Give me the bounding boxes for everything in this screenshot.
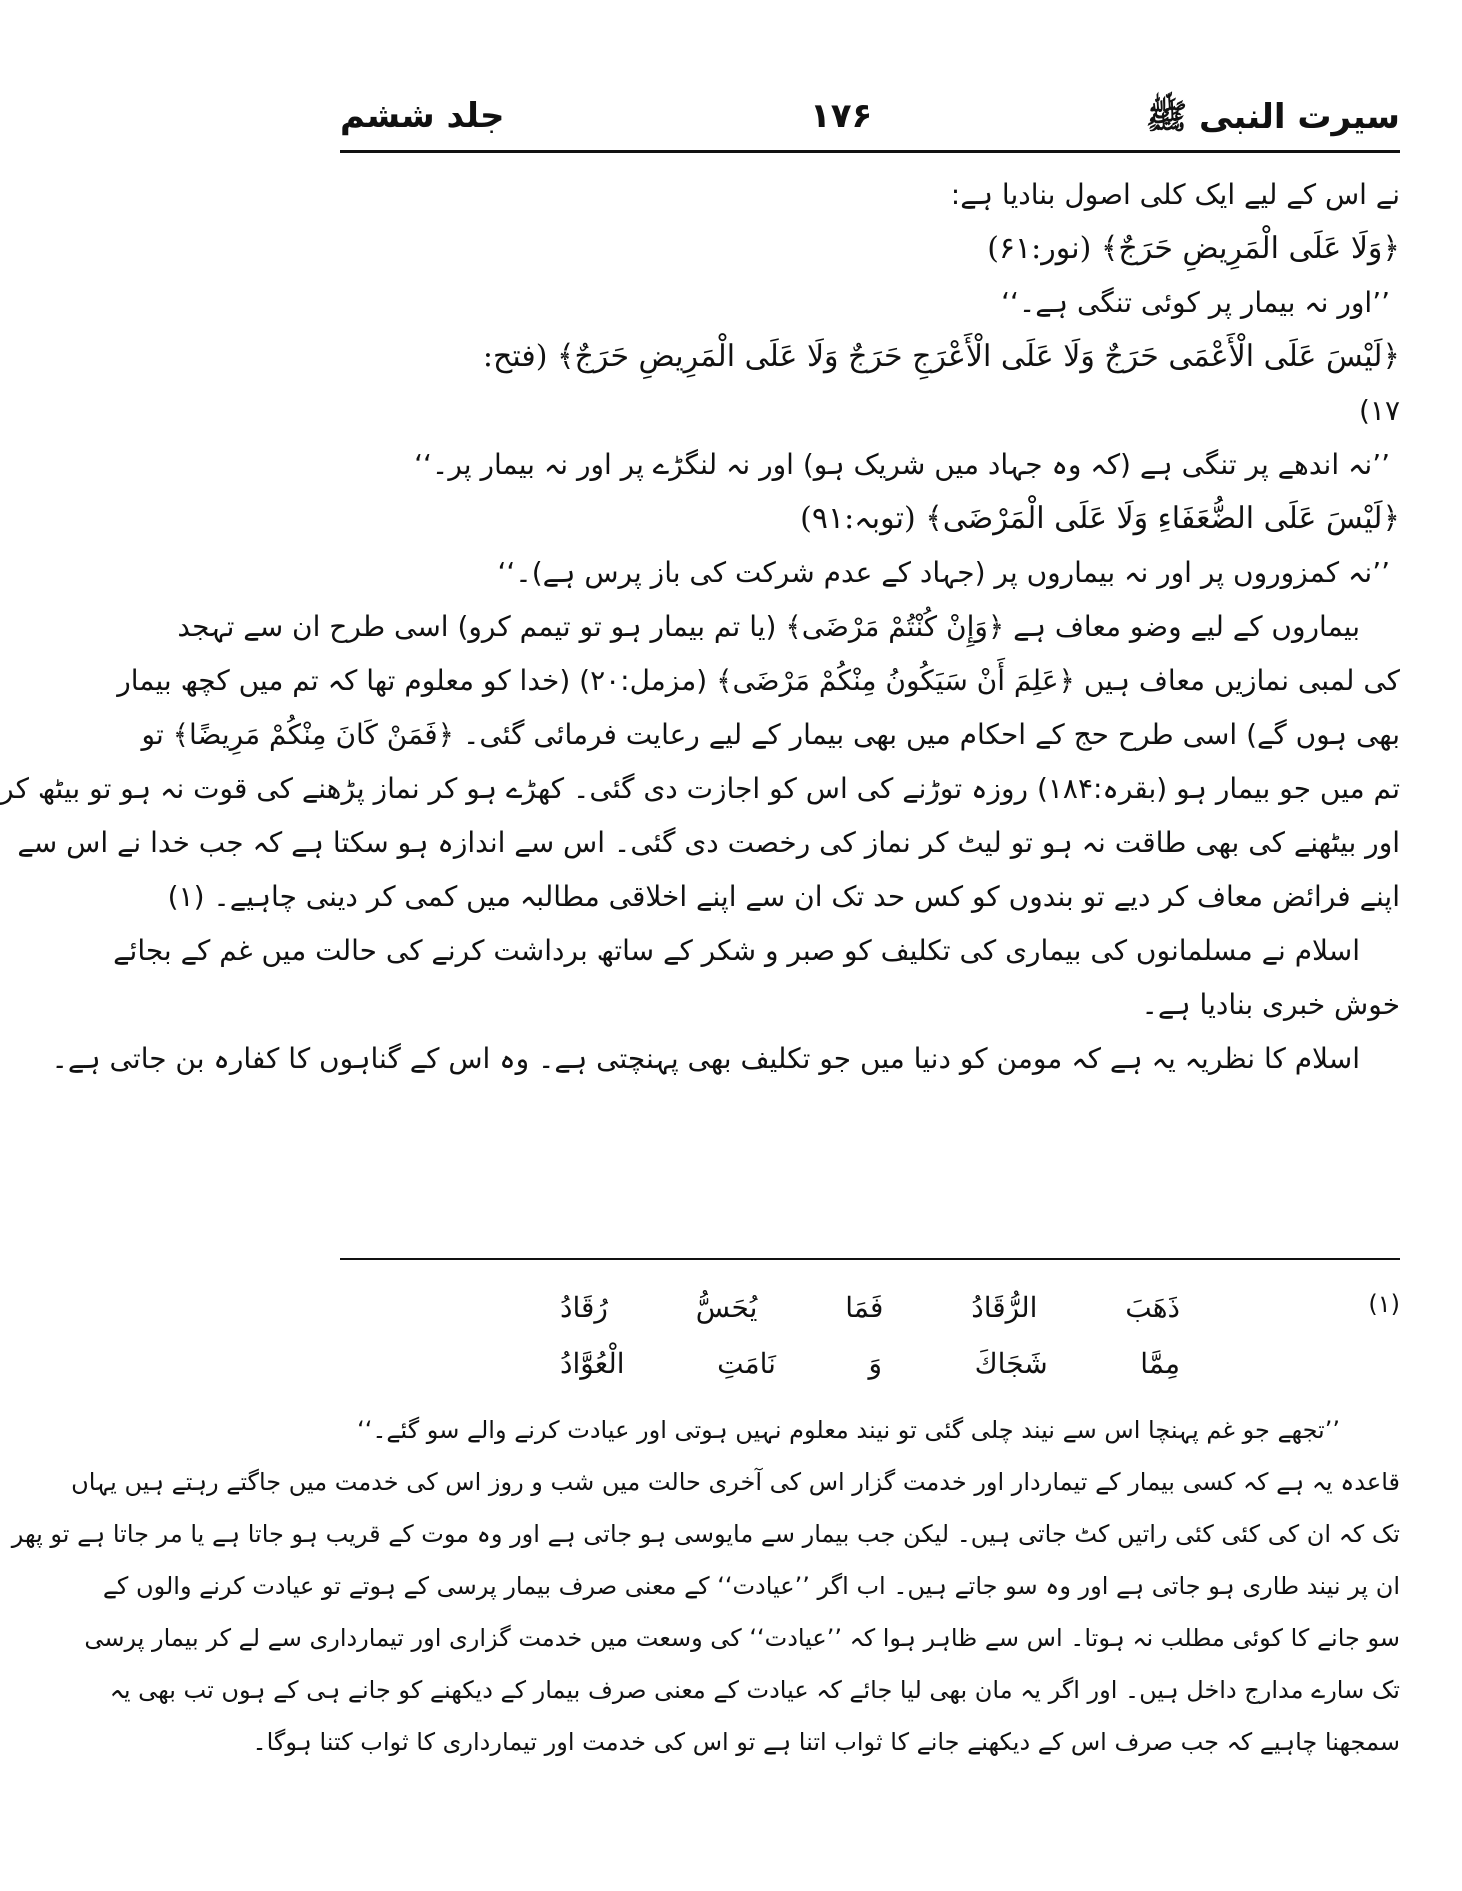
footnote-line: سمجھنا چاہیے کہ جب صرف اس کے دیکھنے جانے کا ثواب اتنا ہے تو اس کی خدمت اور تیمارداری کا ثواب کتنا ہوگا۔ [252, 1728, 1400, 1756]
footnote-line: سو جانے کا کوئی مطلب نہ ہوتا۔ اس سے ظاہر ہوا کہ ’’عیادت‘‘ کی وسعت میں خدمت گزاری اور تیمارداری سے لے کر بیمار پرسی [84, 1624, 1400, 1652]
poem-word: نَامَتِ [717, 1347, 776, 1380]
text-line: تم میں جو بیمار ہو (بقرہ:۱۸۴) روزہ توڑنے کی اس کو اجازت دی گئی۔ کھڑے ہو کر نماز پڑھنے کی قوت نہ ہو تو بیٹھ کر [0, 772, 1400, 805]
verse-translation: ’’اور نہ بیمار پر کوئی تنگی ہے۔‘‘ [1001, 286, 1390, 319]
poem-word: مِمَّا [1140, 1347, 1180, 1380]
footnote-line: قاعدہ یہ ہے کہ کسی بیمار کے تیماردار اور خدمت گزار اس کی آخری حالت میں شب و روز اس کی خدمت میں جاگتے رہتے ہیں یہاں [71, 1468, 1400, 1496]
poem-word: فَمَا [845, 1291, 884, 1324]
quran-verse: ﴿لَيْسَ عَلَى الْأَعْمَى حَرَجٌ وَلَا عَلَى الْأَعْرَجِ حَرَجٌ وَلَا عَلَى الْمَرِيضِ حَرَجٌ﴾ (فتح: [482, 339, 1400, 374]
book-title: سیرت النبی ﷺ [1146, 97, 1400, 137]
text-line: اسلام کا نظریہ یہ ہے کہ مومن کو دنیا میں جو تکلیف بھی پہنچتی ہے۔ وہ اس کے گناہوں کا کفارہ بن جاتی ہے۔ [51, 1042, 1360, 1075]
text-line: نے اس کے لیے ایک کلی اصول بنادیا ہے: [950, 178, 1400, 211]
verse-translation: ’’نہ اندھے پر تنگی ہے (کہ وہ جہاد میں شریک ہو) اور نہ لنگڑے پر اور نہ بیمار پر۔‘‘ [414, 448, 1390, 481]
poem-word: وَ [868, 1347, 883, 1380]
poem-word: يُحَسُّ [695, 1291, 758, 1324]
quran-verse: ﴿لَيْسَ عَلَى الضُّعَفَاءِ وَلَا عَلَى الْمَرْضَى﴾ (توبہ:۹۱) [800, 501, 1400, 536]
footnote-line: تک کہ ان کی کئی کئی راتیں کٹ جاتی ہیں۔ لیکن جب بیمار سے مایوسی ہو جاتی ہے اور وہ موت کے قریب ہو جاتا ہے یا مر جاتا ہے تو پھر [11, 1520, 1400, 1548]
poem-translation: ’’تجھے جو غم پہنچا اس سے نیند چلی گئی تو نیند معلوم نہیں ہوتی اور عیادت کرنے والے سو گئے۔‘‘ [357, 1416, 1340, 1444]
main-text [0, 168, 1400, 1086]
footnote-marker: (۱) [1368, 1290, 1400, 1318]
text-line: خوش خبری بنادیا ہے۔ [1141, 988, 1400, 1021]
footnote-divider [340, 1258, 1400, 1260]
volume-label: جلد ششم [340, 96, 505, 136]
poem-verse [560, 1280, 1180, 1392]
footnote-line: تک سارے مدارج داخل ہیں۔ اور اگر یہ مان بھی لیا جائے کہ عیادت کے معنی صرف بیمار کے دیکھنے کو جانے ہی کے ہوں تب بھی یہ [109, 1676, 1400, 1704]
text-line: اسلام نے مسلمانوں کی بیماری کی تکلیف کو صبر و شکر کے ساتھ برداشت کرنے کی حالت میں غم کے بجائے [113, 934, 1360, 967]
verse-reference: ۱۷) [1358, 394, 1400, 427]
footnote-line: ان پر نیند طاری ہو جاتی ہے اور وہ سو جاتے ہیں۔ اب اگر ’’عیادت‘‘ کے معنی صرف بیمار پرسی کے ہوتے تو عیادت کرنے والوں کے [102, 1572, 1400, 1600]
header-divider [340, 150, 1400, 153]
quran-verse: ﴿وَلَا عَلَى الْمَرِيضِ حَرَجٌ﴾ (نور:۶۱) [987, 231, 1400, 266]
page-number: ۱۷۶ [810, 96, 873, 136]
text-line: اور بیٹھنے کی بھی طاقت نہ ہو تو لیٹ کر نماز کی رخصت دی گئی۔ اس سے اندازہ ہو سکتا ہے کہ جب خدا نے اس سے [17, 826, 1400, 859]
text-line: اپنے فرائض معاف کر دیے تو بندوں کو کس حد تک ان سے اپنے اخلاقی مطالبہ میں کمی کر دینی چاہیے۔ (۱) [167, 880, 1400, 913]
footnote-section [11, 1280, 1400, 1768]
page-header [340, 96, 1400, 146]
verse-translation: ’’نہ کمزوروں پر اور نہ بیماروں پر (جہاد کے عدم شرکت کی باز پرس ہے)۔‘‘ [497, 556, 1390, 589]
poem-word: الْعُوَّادُ [560, 1347, 625, 1380]
poem-line [560, 1336, 1180, 1392]
poem-word: رُقَادُ [560, 1291, 608, 1324]
poem-line [560, 1280, 1180, 1336]
text-line: بھی ہوں گے) اسی طرح حج کے احکام میں بھی بیمار کے لیے رعایت فرمائی گئی۔ ﴿فَمَنْ كَانَ مِنْكُمْ مَرِيضًا﴾ تو [141, 718, 1400, 751]
poem-word: الرُّقَادُ [971, 1291, 1038, 1324]
text-line: بیماروں کے لیے وضو معاف ہے ﴿وَإِنْ كُنْتُمْ مَرْضَى﴾ (یا تم بیمار ہو تو تیمم کرو) اسی طرح ان سے تہجد [177, 610, 1360, 643]
poem-word: ذَهَبَ [1125, 1291, 1180, 1324]
footnote-text [11, 1404, 1400, 1768]
text-line: کی لمبی نمازیں معاف ہیں ﴿عَلِمَ أَنْ سَيَكُونُ مِنْكُمْ مَرْضَى﴾ (مزمل:۲۰) (خدا کو معلوم تھا کہ تم میں کچھ بیمار [117, 664, 1400, 697]
poem-word: شَجَاكَ [974, 1347, 1048, 1380]
